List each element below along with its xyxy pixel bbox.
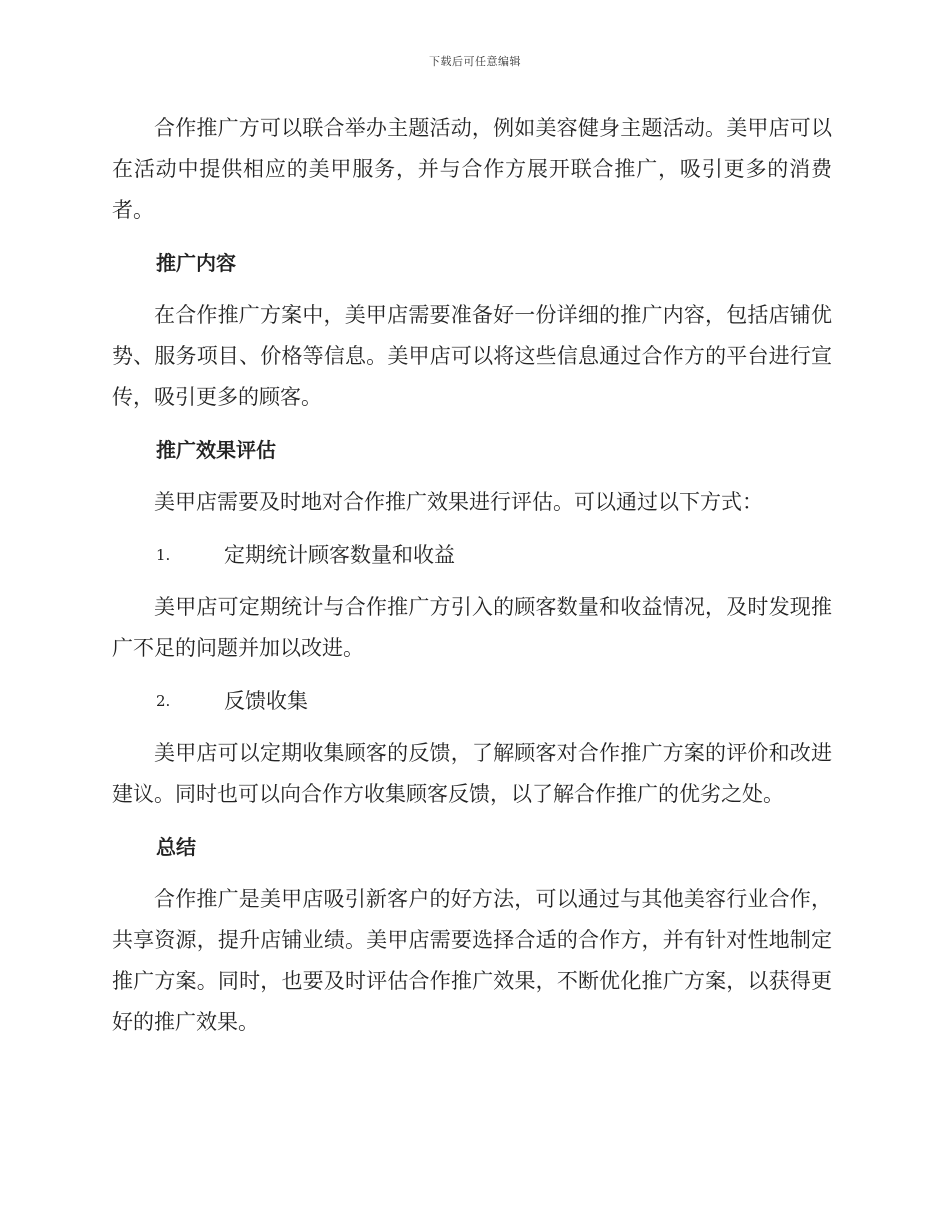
paragraph-statistics: 美甲店可定期统计与合作推广方引入的顾客数量和收益情况，及时发现推广不足的问题并加以改进。 <box>112 595 832 660</box>
list-item-label: 反馈收集 <box>224 689 308 713</box>
paragraph-summary: 合作推广是美甲店吸引新客户的好方法，可以通过与其他美容行业合作，共享资源，提升店铺业绩。美甲店需要选择合适的合作方，并有针对性地制定推广方案。同时，也要及时评估合作推广效果，不断优化推广方案，以获得更好的推广效果。 <box>112 887 832 1034</box>
document-body <box>112 108 832 1055</box>
list-item-feedback <box>112 681 832 721</box>
paragraph-evaluation-intro: 美甲店需要及时地对合作推广效果进行评估。可以通过以下方式： <box>154 490 763 514</box>
section-heading-content: 推广内容 <box>156 251 236 275</box>
list-item-statistics <box>112 535 832 575</box>
list-number: 2. <box>156 692 171 710</box>
paragraph-joint-activity: 合作推广方可以联合举办主题活动，例如美容健身主题活动。美甲店可以在活动中提供相应的美甲服务，并与合作方展开联合推广，吸引更多的消费者。 <box>112 116 832 222</box>
paragraph-feedback: 美甲店可以定期收集顾客的反馈，了解顾客对合作推广方案的评价和改进建议。同时也可以向合作方收集顾客反馈，以了解合作推广的优劣之处。 <box>112 741 832 806</box>
section-heading-evaluation: 推广效果评估 <box>156 438 276 462</box>
list-number: 1. <box>156 546 171 564</box>
section-heading-summary: 总结 <box>156 835 196 859</box>
paragraph-promotion-content: 在合作推广方案中，美甲店需要准备好一份详细的推广内容，包括店铺优势、服务项目、价格等信息。美甲店可以将这些信息通过合作方的平台进行宣传，吸引更多的顾客。 <box>112 303 832 409</box>
list-item-label: 定期统计顾客数量和收益 <box>224 543 455 567</box>
page-header: 下载后可任意编辑 <box>429 55 521 68</box>
